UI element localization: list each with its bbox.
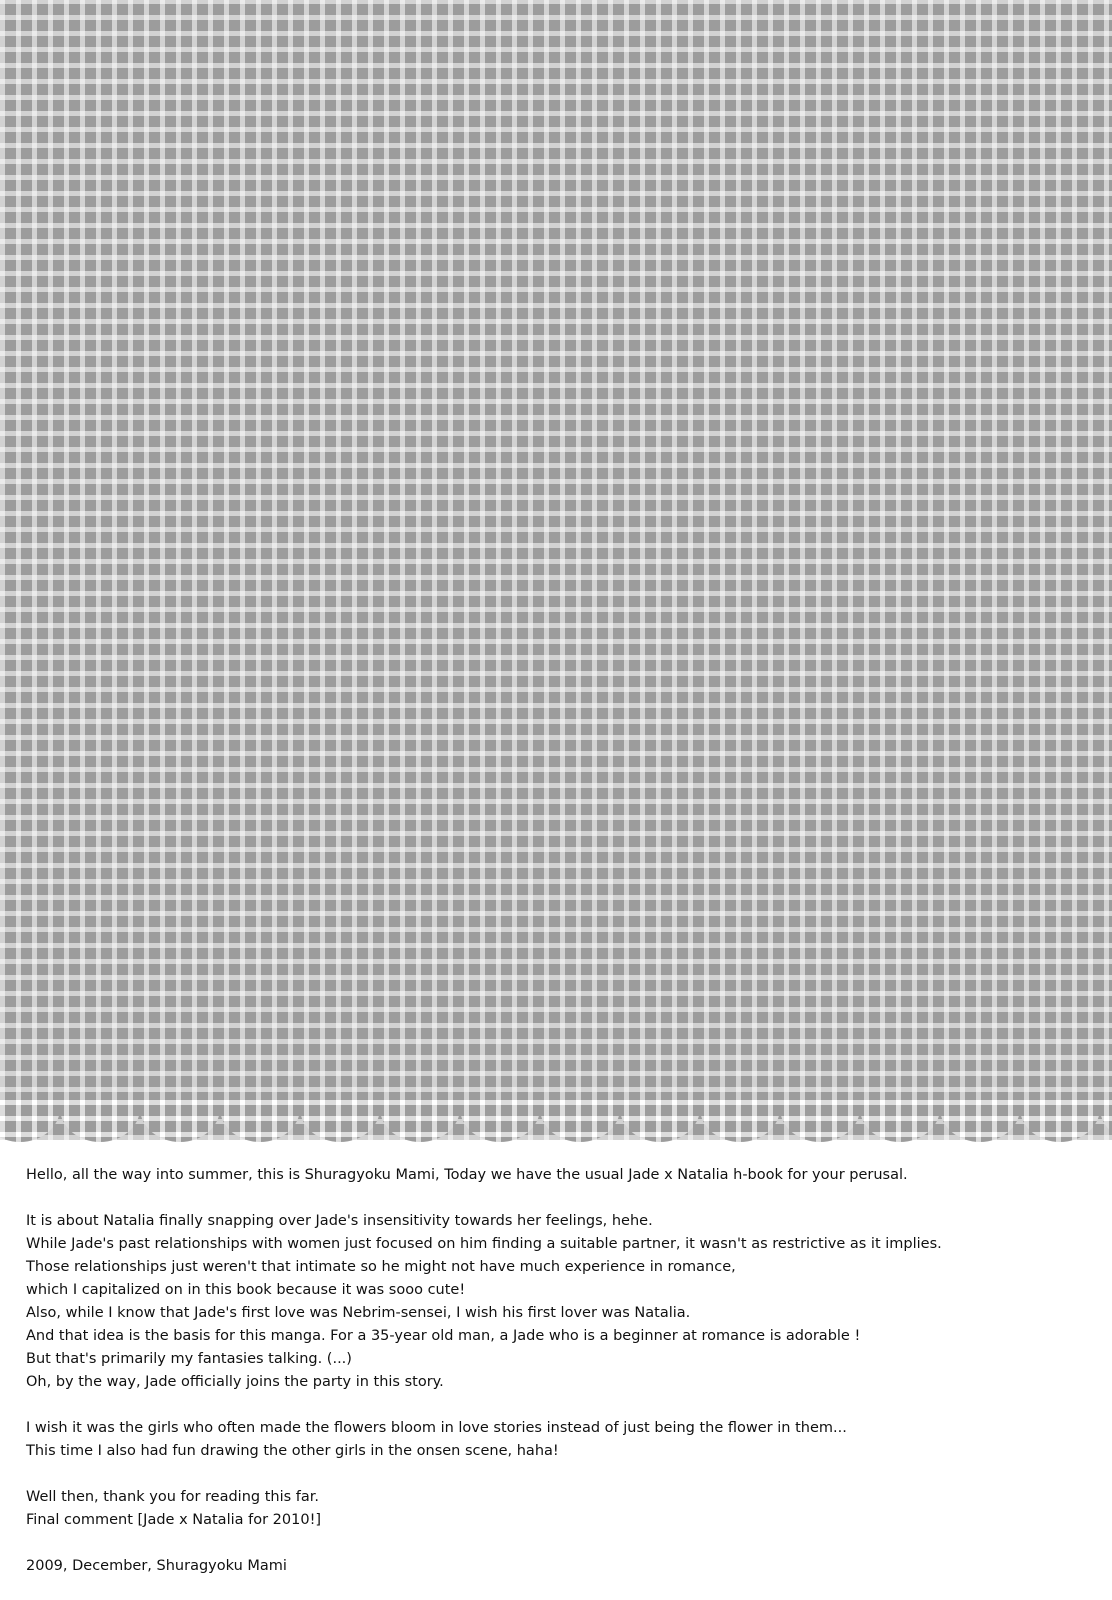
afterword-line: While Jade's past relationships with women just focused on him finding a suitable partner, it wasn't as restrictive as it implies. [26, 1236, 942, 1252]
afterword-line: This time I also had fun drawing the other girls in the onsen scene, haha! [26, 1443, 559, 1459]
scallop [460, 1100, 540, 1142]
afterword-line: Final comment [Jade x Natalia for 2010!] [26, 1512, 322, 1528]
scallop [380, 1100, 460, 1142]
afterword-line: Hello, all the way into summer, this is Shuragyoku Mami, Today we have the usual Jade x Natalia h-book for your perusal. [26, 1167, 908, 1183]
scallop [620, 1100, 700, 1142]
scallop [940, 1100, 1020, 1142]
afterword-line: which I capitalized on in this book because it was sooo cute! [26, 1282, 466, 1298]
scallop [860, 1100, 940, 1142]
scallop [1020, 1100, 1100, 1142]
scallop [0, 1100, 60, 1142]
afterword-line: And that idea is the basis for this manga. For a 35-year old man, a Jade who is a beginner at romance is adorable ! [26, 1328, 861, 1344]
afterword-line: It is about Natalia finally snapping over Jade's insensitivity towards her feelings, hehe. [26, 1213, 653, 1229]
afterword-line: Well then, thank you for reading this far. [26, 1489, 320, 1505]
afterword-line: Oh, by the way, Jade officially joins the party in this story. [26, 1374, 444, 1390]
scallop [780, 1100, 860, 1142]
scallop [540, 1100, 620, 1142]
signature: 2009, December, Shuragyoku Mami [26, 1558, 287, 1574]
afterword-line: Also, while I know that Jade's first love was Nebrim-sensei, I wish his first lover was Natalia. [26, 1305, 691, 1321]
afterword-line: But that's primarily my fantasies talking. (...) [26, 1351, 352, 1367]
scallop [220, 1100, 300, 1142]
scallop [1100, 1100, 1112, 1142]
afterword-line: I wish it was the girls who often made the flowers bloom in love stories instead of just being the flower in them... [26, 1420, 847, 1436]
afterword-text [26, 1164, 1086, 1578]
scallop [700, 1100, 780, 1142]
scallop [60, 1100, 140, 1142]
scallop [300, 1100, 380, 1142]
scallop [140, 1100, 220, 1142]
scalloped-edge [0, 1100, 1112, 1148]
afterword-line: Those relationships just weren't that intimate so he might not have much experience in romance, [26, 1259, 736, 1275]
